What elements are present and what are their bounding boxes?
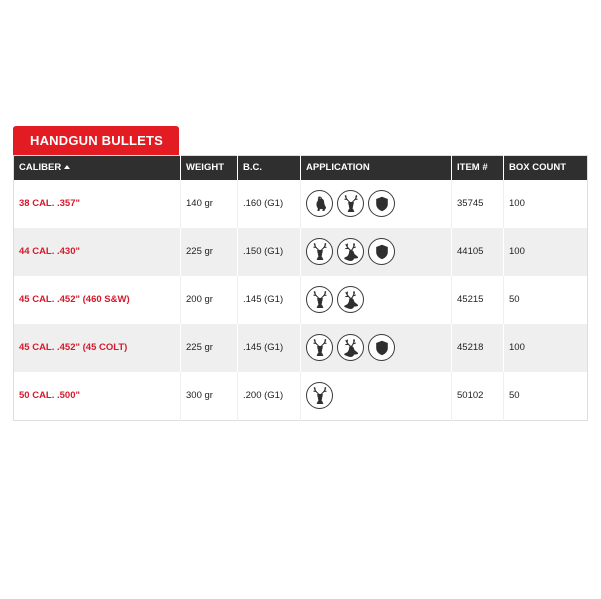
deer-icon	[306, 334, 333, 361]
application-cell	[301, 180, 452, 228]
item-number-cell: 45215	[452, 276, 504, 324]
elk-icon-glyph	[341, 338, 361, 358]
shield-icon	[368, 334, 395, 361]
weight-cell: 200 gr	[181, 276, 238, 324]
deer-icon	[306, 382, 333, 409]
bullets-table	[13, 155, 588, 421]
box-count-cell: 50	[509, 390, 520, 401]
table-row	[14, 372, 588, 421]
caliber-cell[interactable]: 44 CAL. .430"	[14, 228, 181, 276]
table-row	[14, 324, 588, 372]
item-number-cell: 35745	[452, 180, 504, 228]
item-number-cell: 50102	[452, 372, 504, 421]
deer-icon-glyph	[310, 290, 330, 310]
deer-icon-glyph	[310, 338, 330, 358]
column-header-bc[interactable]: B.C.	[238, 156, 301, 180]
application-icons	[306, 286, 451, 313]
caliber-cell[interactable]: 45 CAL. .452" (45 COLT)	[14, 324, 181, 372]
shield-icon-glyph	[375, 196, 389, 212]
bc-cell: .200 (G1)	[238, 372, 301, 421]
application-icons	[306, 382, 451, 409]
bc-cell: .145 (G1)	[238, 276, 301, 324]
elk-icon	[337, 286, 364, 313]
box-count-cell: 100	[509, 342, 525, 353]
table-row	[14, 228, 588, 276]
application-cell	[301, 372, 452, 421]
elk-icon-glyph	[341, 290, 361, 310]
bc-cell: .150 (G1)	[238, 228, 301, 276]
column-header-caliber[interactable]: CALIBER	[14, 156, 181, 180]
application-icons	[306, 334, 451, 361]
table-header-row	[14, 156, 588, 180]
deer-icon-glyph	[341, 194, 361, 214]
weight-cell: 225 gr	[181, 228, 238, 276]
column-header-item[interactable]: ITEM #	[452, 156, 504, 180]
application-icons	[306, 190, 451, 217]
weight-cell: 140 gr	[181, 180, 238, 228]
application-icons	[306, 238, 451, 265]
weight-cell: 225 gr	[181, 324, 238, 372]
column-header-weight[interactable]: WEIGHT	[181, 156, 238, 180]
application-cell	[301, 276, 452, 324]
bc-cell: .160 (G1)	[238, 180, 301, 228]
sort-ascending-icon[interactable]	[64, 165, 70, 169]
shield-icon	[368, 190, 395, 217]
bear-icon-glyph	[311, 195, 329, 213]
application-cell	[301, 324, 452, 372]
application-cell	[301, 228, 452, 276]
table-row	[14, 180, 588, 228]
box-count-cell: 100	[509, 198, 525, 209]
shield-icon-glyph	[375, 244, 389, 260]
shield-icon	[368, 238, 395, 265]
column-header-application[interactable]: APPLICATION	[301, 156, 452, 180]
elk-icon	[337, 334, 364, 361]
box-count-cell: 100	[509, 246, 525, 257]
caliber-cell[interactable]: 50 CAL. .500"	[14, 372, 181, 421]
item-number-cell: 44105	[452, 228, 504, 276]
deer-icon-glyph	[310, 386, 330, 406]
column-header-box-count[interactable]: BOX COUNT	[509, 162, 566, 174]
caliber-cell[interactable]: 38 CAL. .357"	[14, 180, 181, 228]
weight-cell: 300 gr	[181, 372, 238, 421]
deer-icon	[306, 238, 333, 265]
deer-icon	[337, 190, 364, 217]
elk-icon	[337, 238, 364, 265]
deer-icon-glyph	[310, 242, 330, 262]
bc-cell: .145 (G1)	[238, 324, 301, 372]
handgun-bullets-panel	[13, 126, 587, 421]
caliber-cell[interactable]: 45 CAL. .452" (460 S&W)	[14, 276, 181, 324]
deer-icon	[306, 286, 333, 313]
section-title-tab: HANDGUN BULLETS	[13, 126, 179, 155]
item-number-cell: 45218	[452, 324, 504, 372]
bear-icon	[306, 190, 333, 217]
elk-icon-glyph	[341, 242, 361, 262]
box-count-cell: 50	[509, 294, 520, 305]
shield-icon-glyph	[375, 340, 389, 356]
table-row	[14, 276, 588, 324]
